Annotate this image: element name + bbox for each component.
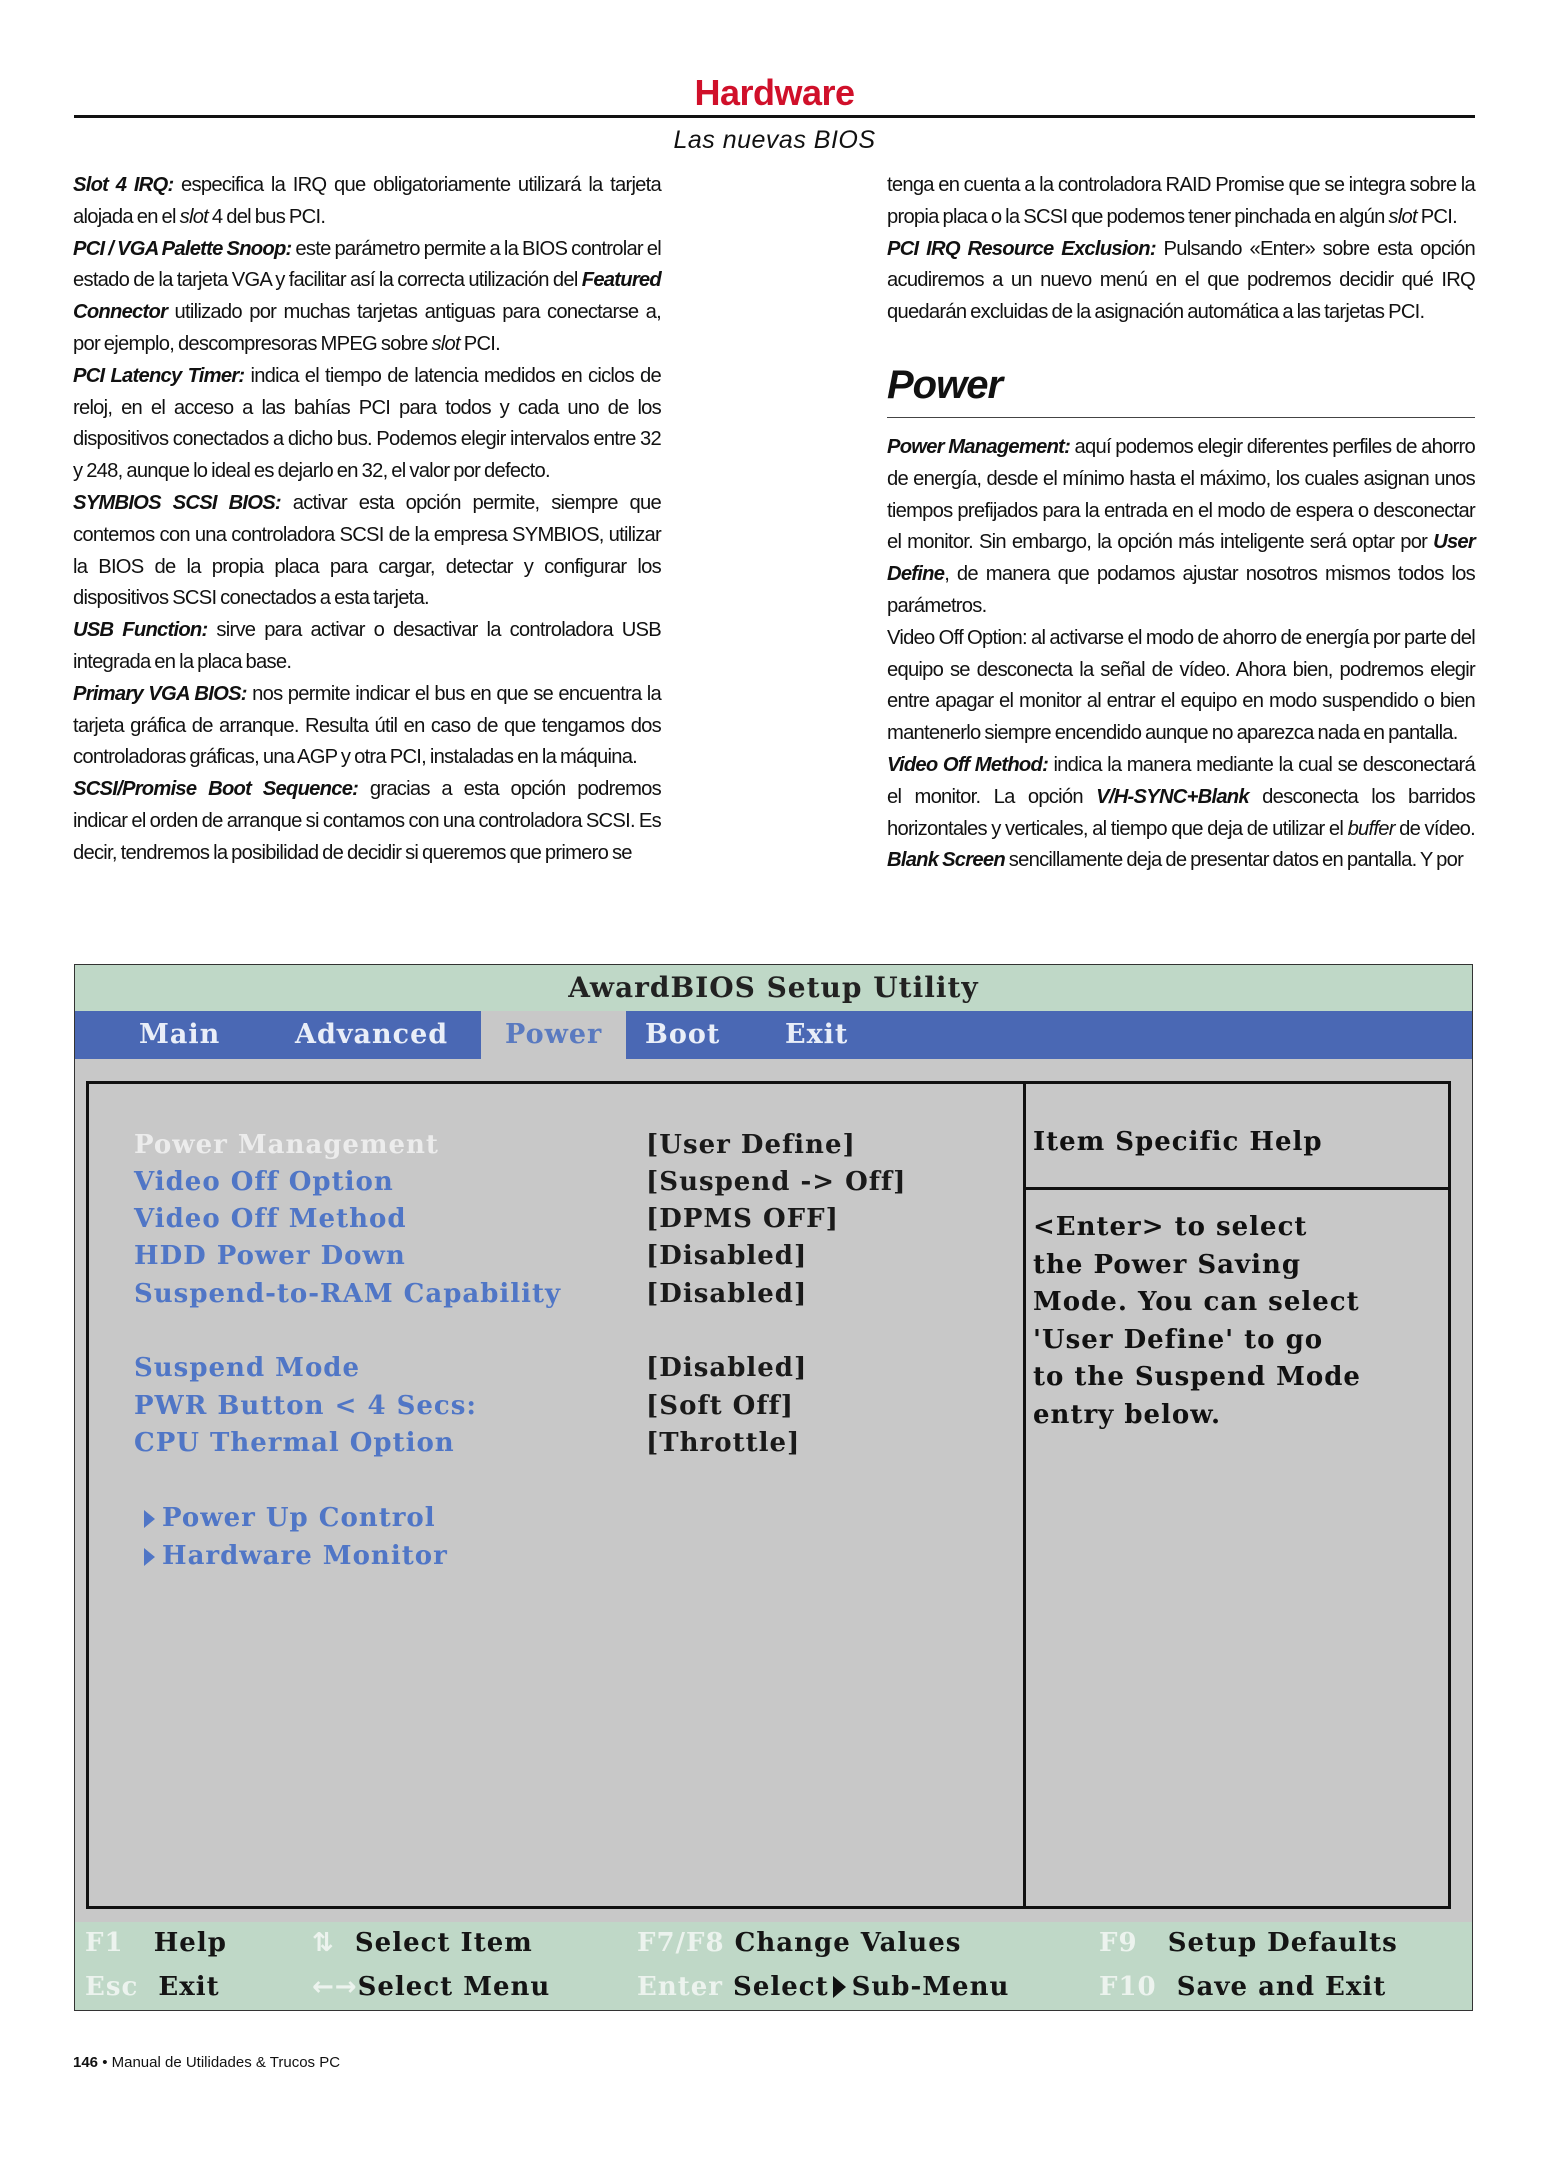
key-setup-defaults[interactable]: F9 Setup Defaults (1099, 1928, 1398, 1958)
tab-main[interactable]: Main (139, 1019, 221, 1050)
key-select-menu[interactable]: ←→Select Menu (312, 1972, 551, 2002)
page-footer (73, 2054, 340, 2071)
bios-value-power-management[interactable]: [User Define] (646, 1130, 856, 1160)
bios-panel-divider (1023, 1084, 1026, 1906)
paragraph-video-off-method: Video Off Method: indica la manera mediante la cual se desconectará el monitor. La opción V/H-SYNC+Blank desconecta los barridos horizontales y verticales, al tiempo que deja de utilizar el buffer de vídeo. Blank Screen sencillamente deja de presentar datos en pantalla. Y por (887, 753, 1476, 872)
bios-value-video-off-option[interactable]: [Suspend -> Off] (646, 1167, 907, 1197)
paragraph-power-management: Power Management: aquí podemos elegir diferentes perfiles de ahorro de energía, desde el mínimo hasta el máximo, los cuales asignan unos tiempos prefijados para la entrada en el modo de espera o desconectar el monitor. Sin embargo, la opción más inteligente será optar por User Define, de manera que podamos ajustar nosotros mismos todos los parámetros. (887, 435, 1475, 617)
submenu-arrow-icon (144, 1510, 155, 1528)
paragraph-scsi-boot: SCSI/Promise Boot Sequence: gracias a esta opción podremos indicar el orden de arranque si contamos con una controladora SCSI. Es decir, tendremos la posibilidad de decidir si queremos que primero se (73, 778, 661, 864)
bios-value-cpu-thermal[interactable]: [Throttle] (646, 1428, 801, 1458)
paragraph-video-off-option: Video Off Option: al activarse el modo de ahorro de energía por parte del equipo se desconecta la señal de vídeo. Ahora bien, podremos elegir entre apagar el monitor al entrar el equipo en modo suspendido o bien mantenerlo siempre encendido aunque no aparezca nada en pantalla. (887, 626, 1475, 745)
tab-power[interactable]: Power (481, 1011, 626, 1059)
left-column (73, 170, 661, 870)
key-save-exit[interactable]: F10 Save and Exit (1099, 1972, 1387, 2002)
bios-menubar (75, 1011, 1472, 1059)
paragraph-slot4-irq: Slot 4 IRQ: especifica la IRQ que obligatoriamente utilizará la tarjeta alojada en el slot 4 del bus PCI. (73, 174, 661, 228)
key-help[interactable]: F1 Help (85, 1928, 227, 1958)
power-heading-rule (887, 417, 1475, 418)
bios-submenu-hardware-monitor[interactable]: Hardware Monitor (144, 1541, 448, 1571)
tab-exit[interactable]: Exit (785, 1019, 849, 1050)
bios-value-suspend-to-ram[interactable]: [Disabled] (646, 1279, 808, 1309)
bios-help-rule (1023, 1187, 1451, 1190)
tab-boot[interactable]: Boot (645, 1019, 721, 1050)
paragraph-usb: USB Function: sirve para activar o desactivar la controladora USB integrada en la placa base. (73, 619, 661, 673)
key-change-values[interactable]: F7/F8 Change Values (637, 1928, 962, 1958)
bios-item-pwr-button[interactable]: PWR Button < 4 Secs: (134, 1391, 477, 1421)
bios-item-suspend-mode[interactable]: Suspend Mode (134, 1353, 361, 1383)
bios-screenshot (74, 964, 1473, 2011)
key-select-submenu[interactable]: Enter Select Sub-Menu (637, 1972, 1010, 2002)
bios-item-video-off-option[interactable]: Video Off Option (134, 1167, 394, 1197)
key-select-item[interactable]: ⇅ Select Item (312, 1928, 533, 1958)
bios-item-hdd-power-down[interactable]: HDD Power Down (134, 1241, 406, 1271)
paragraph-continuation: tenga en cuenta a la controladora RAID Promise que se integra sobre la propia placa o la SCSI que podemos tener pinchada en algún slot PCI. (887, 174, 1475, 228)
bios-submenu-power-up-control[interactable]: Power Up Control (144, 1503, 436, 1533)
bios-item-video-off-method[interactable]: Video Off Method (134, 1204, 407, 1234)
page-number: 146 (73, 2054, 99, 2071)
bios-help-text: <Enter> to select the Power Saving Mode. You can select 'User Define' to go to the Suspend Mode entry below. (1033, 1212, 1361, 1430)
publication-name: • Manual de Utilidades & Trucos PC (98, 2054, 341, 2071)
paragraph-symbios: SYMBIOS SCSI BIOS: activar esta opción permite, siempre que contemos con una controladora SCSI de la empresa SYMBIOS, utilizar la BIOS de la propia placa para cargar, detectar y configurar los dispositivos SCSI conectados a esta tarjeta. (73, 491, 661, 610)
bios-help-title: Item Specific Help (1033, 1127, 1323, 1157)
submenu-arrow-icon (144, 1548, 155, 1566)
bios-item-cpu-thermal[interactable]: CPU Thermal Option (134, 1428, 455, 1458)
left-right-arrows-icon: ←→ (312, 1972, 358, 2002)
right-triangle-icon (833, 1976, 846, 1998)
tab-advanced[interactable]: Advanced (295, 1019, 449, 1050)
paragraph-pci-irq-exclusion: PCI IRQ Resource Exclusion: Pulsando «Enter» sobre esta opción acudiremos a un nuevo menú en el que podremos decidir qué IRQ quedarán excluidas de la asignación automática a las tarjetas PCI. (887, 237, 1475, 324)
paragraph-pci-latency: PCI Latency Timer: indica el tiempo de latencia medidos en ciclos de reloj, en el acceso a las bahías PCI para todos y cada uno de los dispositivos conectados a dicho bus. Podemos elegir intervalos entre 32 y 248, aunque lo ideal es dejarlo en 32, el valor por defecto. (73, 364, 661, 483)
bios-item-power-management[interactable]: Power Management (134, 1130, 439, 1160)
key-exit[interactable]: Esc Exit (85, 1972, 220, 2002)
up-down-arrows-icon: ⇅ (312, 1928, 335, 1958)
bios-key-legend (75, 1922, 1472, 2010)
right-column (887, 170, 1475, 877)
section-title: Hardware (694, 72, 855, 113)
bios-value-hdd-power-down[interactable]: [Disabled] (646, 1241, 808, 1271)
power-heading: Power (887, 362, 1003, 407)
bios-settings-panel (86, 1081, 1451, 1909)
paragraph-pci-vga: PCI / VGA Palette Snoop: este parámetro permite a la BIOS controlar el estado de la tarjeta VGA y facilitar así la correcta utilización del Featured Connector utilizado por muchas tarjetas antiguas para conectarse a, por ejemplo, descompresoras MPEG sobre slot PCI. (73, 237, 661, 355)
header-rule (74, 115, 1475, 118)
bios-value-pwr-button[interactable]: [Soft Off] (646, 1391, 794, 1421)
paragraph-primary-vga: Primary VGA BIOS: nos permite indicar el bus en que se encuentra la tarjeta gráfica de arranque. Resulta útil en caso de que tengamos dos controladoras gráficas, una AGP y otra PCI, instaladas en la máquina. (73, 682, 662, 769)
bios-value-suspend-mode[interactable]: [Disabled] (646, 1353, 808, 1383)
bios-value-video-off-method[interactable]: [DPMS OFF] (646, 1204, 839, 1234)
bios-title: AwardBIOS Setup Utility (75, 965, 1472, 1011)
bios-item-suspend-to-ram[interactable]: Suspend-to-RAM Capability (134, 1279, 562, 1309)
section-subtitle: Las nuevas BIOS (673, 126, 876, 154)
